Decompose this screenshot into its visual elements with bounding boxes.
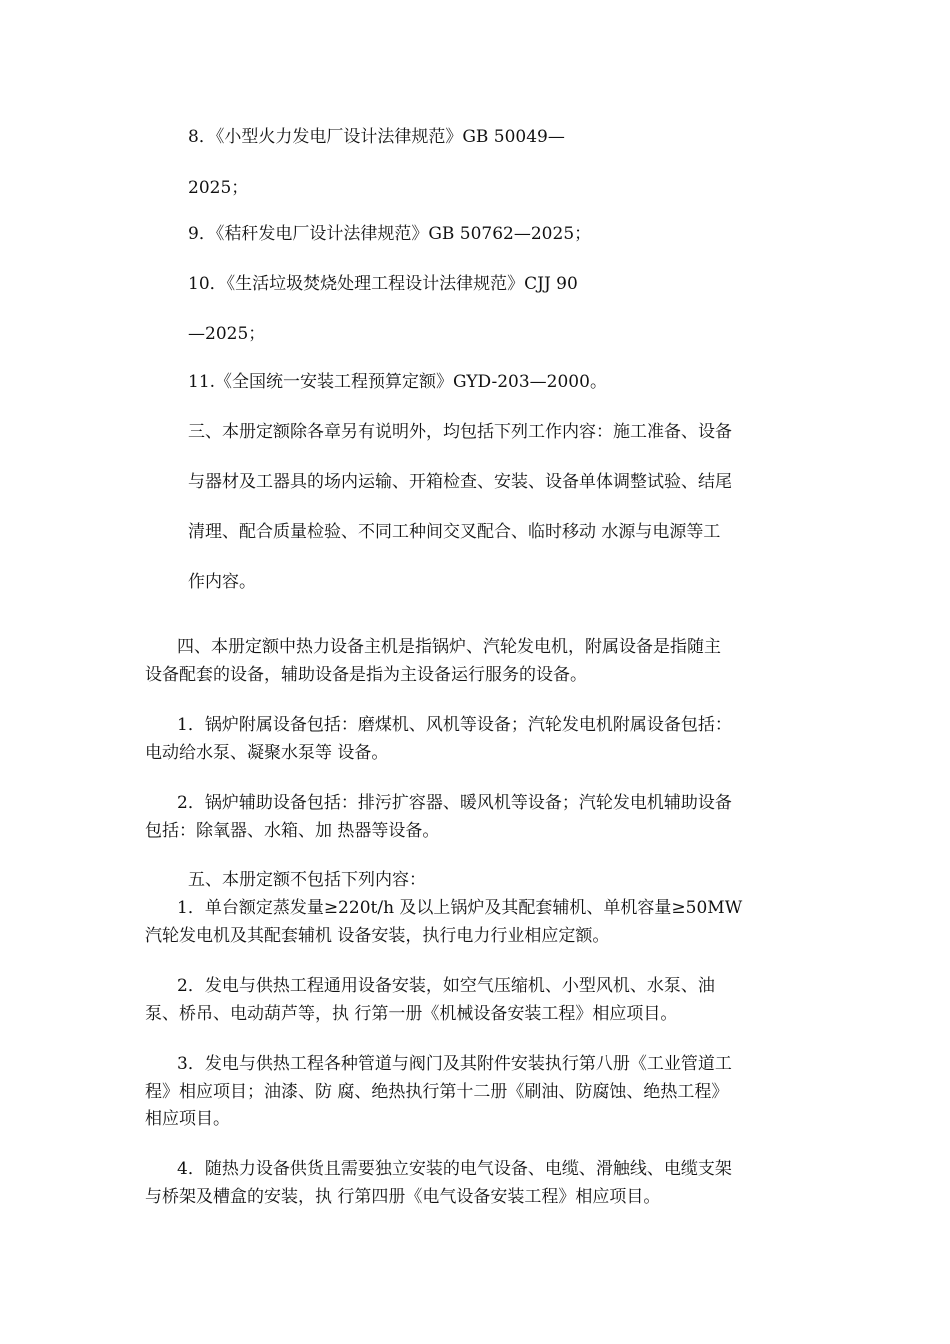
- paragraph-line: 泵、桥吊、电动葫芦等，执 行第一册《机械设备安装工程》相应项目。: [145, 1004, 678, 1024]
- paragraph-line: 与桥架及槽盒的安装，执 行第四册《电气设备安装工程》相应项目。: [145, 1187, 661, 1207]
- paragraph-line: 三、本册定额除各章另有说明外，均包括下列工作内容：施工准备、设备: [188, 422, 732, 442]
- text-line: 11.《全国统一安装工程预算定额》GYD-203—2000。: [188, 372, 607, 392]
- text-line: 10．《生活垃圾焚烧处理工程设计法律规范》CJJ 90: [188, 274, 578, 294]
- paragraph-line: 五、本册定额不包括下列内容：: [188, 870, 426, 890]
- paragraph-line: 2．发电与供热工程通用设备安装，如空气压缩机、小型风机、水泵、油: [177, 976, 715, 996]
- paragraph-line: 3．发电与供热工程各种管道与阀门及其附件安装执行第八册《工业管道工: [177, 1054, 732, 1074]
- paragraph-line: 4．随热力设备供货且需要独立安装的电气设备、电缆、滑触线、电缆支架: [177, 1159, 732, 1179]
- paragraph-line: 程》相应项目；油漆、防 腐、绝热执行第十二册《刷油、防腐蚀、绝热工程》: [145, 1082, 729, 1102]
- text-line: 8．《小型火力发电厂设计法律规范》GB 50049—: [188, 127, 565, 147]
- text-line: —2025；: [188, 324, 266, 344]
- paragraph-line: 设备配套的设备，辅助设备是指为主设备运行服务的设备。: [145, 665, 587, 685]
- paragraph-line: 2．锅炉辅助设备包括：排污扩容器、暖风机等设备；汽轮发电机辅助设备: [177, 793, 732, 813]
- paragraph-line: 四、本册定额中热力设备主机是指锅炉、汽轮发电机，附属设备是指随主: [177, 637, 721, 657]
- paragraph-line: 1．单台额定蒸发量≥220t/h 及以上锅炉及其配套辅机、单机容量≥50MW: [177, 898, 743, 918]
- paragraph-line: 1．锅炉附属设备包括：磨煤机、风机等设备；汽轮发电机附属设备包括：: [177, 715, 732, 735]
- text-line: 9．《秸秆发电厂设计法律规范》GB 50762—2025；: [188, 224, 592, 244]
- paragraph-line: 与器材及工器具的场内运输、开箱检查、安装、设备单体调整试验、结尾: [188, 472, 732, 492]
- paragraph-line: 汽轮发电机及其配套辅机 设备安装，执行电力行业相应定额。: [145, 926, 610, 946]
- paragraph-line: 电动给水泵、凝聚水泵等 设备。: [145, 743, 389, 763]
- paragraph-line: 相应项目。: [145, 1109, 230, 1129]
- text-line: 2025；: [188, 178, 249, 198]
- paragraph-line: 作内容。: [188, 572, 256, 592]
- paragraph-line: 清理、配合质量检验、不同工种间交叉配合、临时移动 水源与电源等工: [188, 522, 721, 542]
- paragraph-line: 包括：除氧器、水箱、加 热器等设备。: [145, 821, 440, 841]
